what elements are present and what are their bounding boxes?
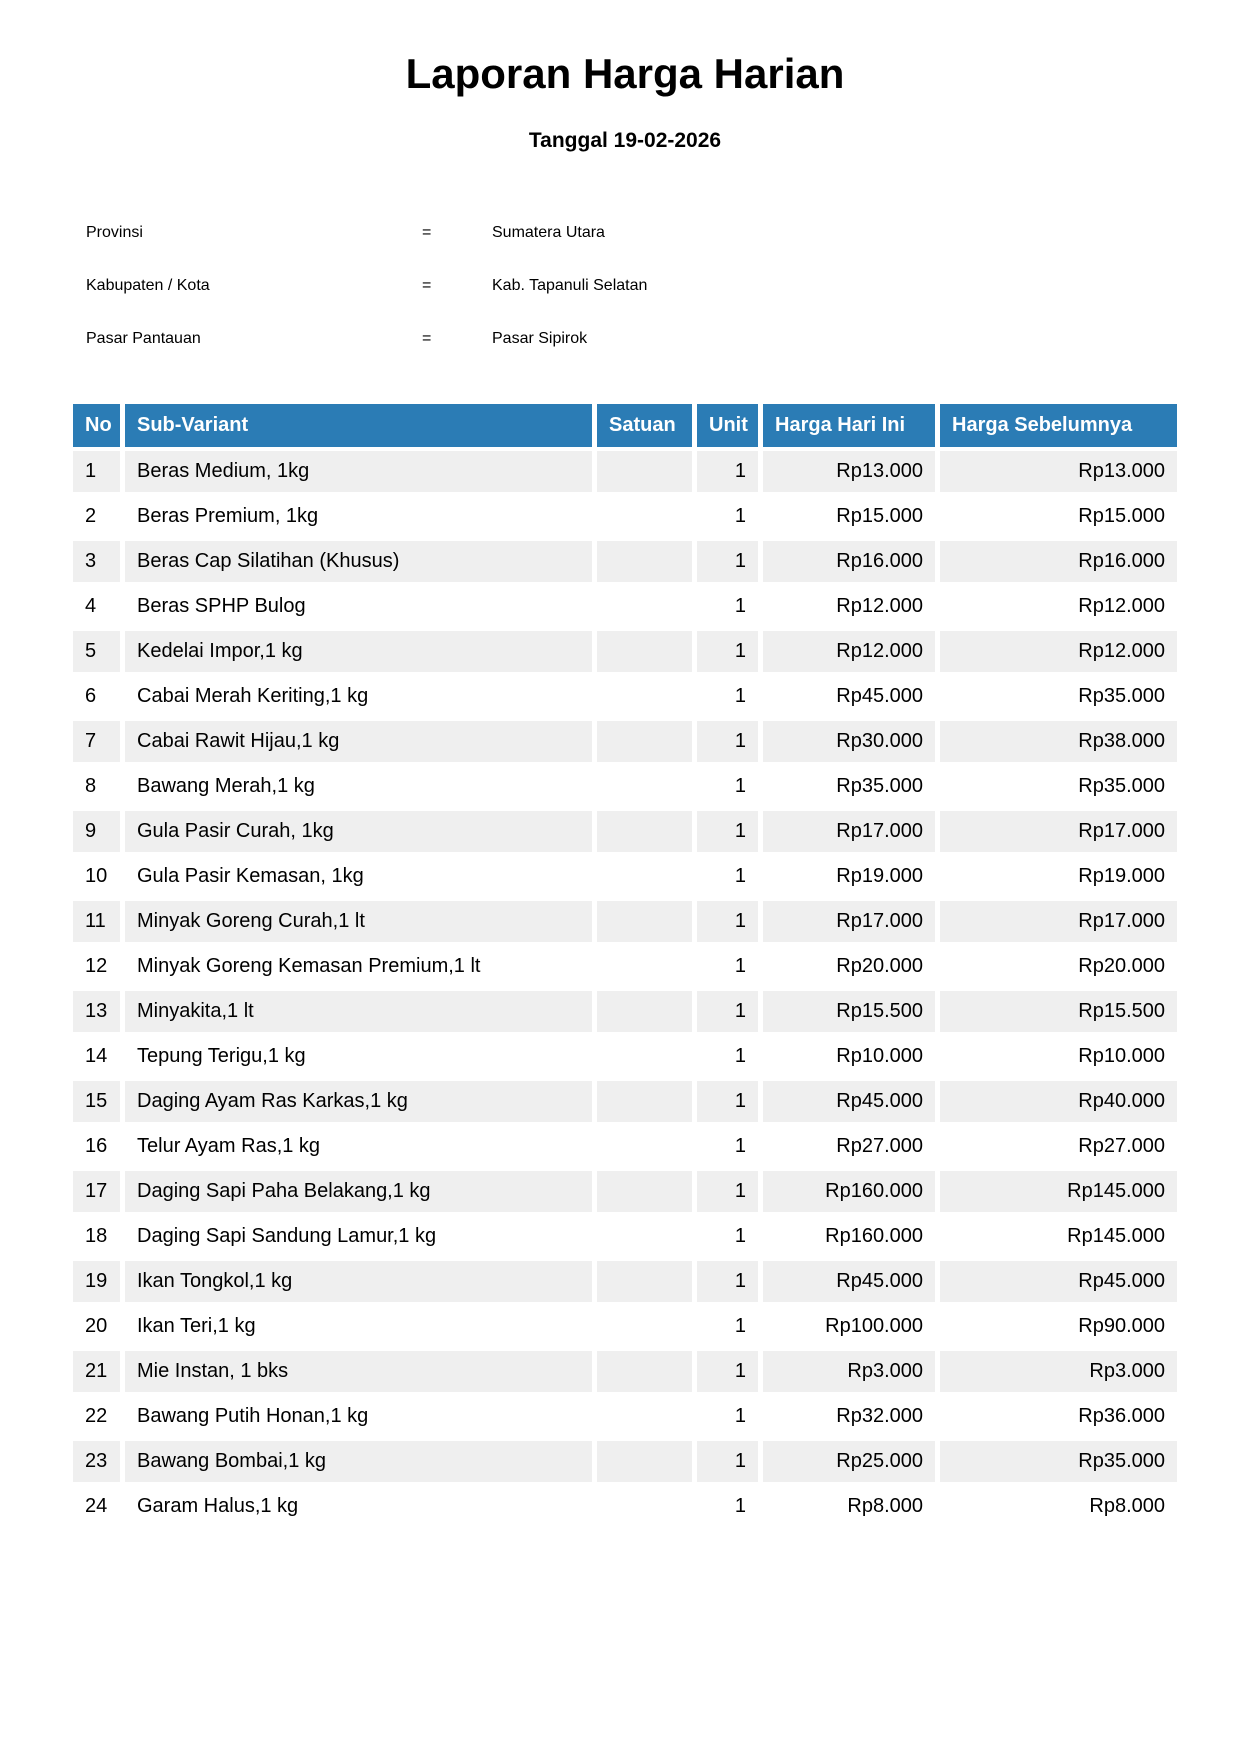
harga-hari-ini-cell: Rp20.000 (763, 946, 940, 991)
unit-cell: 1 (697, 496, 763, 541)
row-number-cell: 17 (73, 1171, 125, 1216)
harga-hari-ini-cell: Rp25.000 (763, 1441, 940, 1486)
table-row (73, 1441, 1177, 1486)
satuan-cell (597, 766, 697, 811)
harga-sebelumnya-cell: Rp17.000 (940, 811, 1177, 856)
harga-hari-ini-cell: Rp30.000 (763, 721, 940, 766)
row-number-cell: 21 (73, 1351, 125, 1396)
satuan-cell (597, 631, 697, 676)
row-number-cell: 10 (73, 856, 125, 901)
table-row (73, 1081, 1177, 1126)
satuan-cell (597, 451, 697, 496)
column-header: Satuan (597, 404, 697, 451)
satuan-cell (597, 1126, 697, 1171)
table-row (73, 586, 1177, 631)
unit-cell: 1 (697, 676, 763, 721)
unit-cell: 1 (697, 1216, 763, 1261)
info-equals-sign: = (422, 277, 432, 295)
row-number-cell: 12 (73, 946, 125, 991)
row-number-cell: 1 (73, 451, 125, 496)
harga-sebelumnya-cell: Rp16.000 (940, 541, 1177, 586)
satuan-cell (597, 496, 697, 541)
satuan-cell (597, 1396, 697, 1441)
harga-sebelumnya-cell: Rp35.000 (940, 1441, 1177, 1486)
satuan-cell (597, 901, 697, 946)
unit-cell: 1 (697, 1486, 763, 1531)
sub-variant-cell: Minyakita,1 lt (125, 991, 597, 1036)
sub-variant-cell: Daging Sapi Paha Belakang,1 kg (125, 1171, 597, 1216)
harga-hari-ini-cell: Rp17.000 (763, 901, 940, 946)
table-row (73, 991, 1177, 1036)
unit-cell: 1 (697, 1261, 763, 1306)
harga-sebelumnya-cell: Rp145.000 (940, 1171, 1177, 1216)
sub-variant-cell: Garam Halus,1 kg (125, 1486, 597, 1531)
harga-hari-ini-cell: Rp45.000 (763, 1261, 940, 1306)
unit-cell: 1 (697, 631, 763, 676)
harga-hari-ini-cell: Rp100.000 (763, 1306, 940, 1351)
harga-sebelumnya-cell: Rp17.000 (940, 901, 1177, 946)
unit-cell: 1 (697, 856, 763, 901)
unit-cell: 1 (697, 1396, 763, 1441)
sub-variant-cell: Ikan Tongkol,1 kg (125, 1261, 597, 1306)
sub-variant-cell: Cabai Merah Keriting,1 kg (125, 676, 597, 721)
row-number-cell: 23 (73, 1441, 125, 1486)
sub-variant-cell: Tepung Terigu,1 kg (125, 1036, 597, 1081)
table-row (73, 901, 1177, 946)
column-header: No (73, 404, 125, 451)
row-number-cell: 15 (73, 1081, 125, 1126)
table-row (73, 1036, 1177, 1081)
satuan-cell (597, 1351, 697, 1396)
harga-hari-ini-cell: Rp35.000 (763, 766, 940, 811)
harga-sebelumnya-cell: Rp10.000 (940, 1036, 1177, 1081)
harga-hari-ini-cell: Rp12.000 (763, 631, 940, 676)
harga-hari-ini-cell: Rp17.000 (763, 811, 940, 856)
sub-variant-cell: Cabai Rawit Hijau,1 kg (125, 721, 597, 766)
sub-variant-cell: Bawang Bombai,1 kg (125, 1441, 597, 1486)
table-header-row (73, 404, 1177, 451)
unit-cell: 1 (697, 1351, 763, 1396)
harga-hari-ini-cell: Rp45.000 (763, 676, 940, 721)
sub-variant-cell: Ikan Teri,1 kg (125, 1306, 597, 1351)
harga-sebelumnya-cell: Rp90.000 (940, 1306, 1177, 1351)
harga-hari-ini-cell: Rp15.000 (763, 496, 940, 541)
unit-cell: 1 (697, 721, 763, 766)
satuan-cell (597, 1036, 697, 1081)
table-row (73, 1171, 1177, 1216)
harga-hari-ini-cell: Rp27.000 (763, 1126, 940, 1171)
row-number-cell: 24 (73, 1486, 125, 1531)
sub-variant-cell: Daging Ayam Ras Karkas,1 kg (125, 1081, 597, 1126)
row-number-cell: 2 (73, 496, 125, 541)
sub-variant-cell: Daging Sapi Sandung Lamur,1 kg (125, 1216, 597, 1261)
info-value: Sumatera Utara (492, 224, 605, 242)
sub-variant-cell: Telur Ayam Ras,1 kg (125, 1126, 597, 1171)
harga-hari-ini-cell: Rp8.000 (763, 1486, 940, 1531)
harga-sebelumnya-cell: Rp15.500 (940, 991, 1177, 1036)
column-header: Sub-Variant (125, 404, 597, 451)
harga-hari-ini-cell: Rp160.000 (763, 1171, 940, 1216)
info-row (86, 276, 1177, 295)
satuan-cell (597, 811, 697, 856)
harga-sebelumnya-cell: Rp35.000 (940, 766, 1177, 811)
table-row (73, 766, 1177, 811)
column-header: Harga Hari Ini (763, 404, 940, 451)
table-row (73, 946, 1177, 991)
satuan-cell (597, 541, 697, 586)
column-header: Unit (697, 404, 763, 451)
harga-hari-ini-cell: Rp32.000 (763, 1396, 940, 1441)
table-row (73, 856, 1177, 901)
satuan-cell (597, 676, 697, 721)
satuan-cell (597, 1441, 697, 1486)
harga-sebelumnya-cell: Rp27.000 (940, 1126, 1177, 1171)
harga-sebelumnya-cell: Rp12.000 (940, 586, 1177, 631)
row-number-cell: 18 (73, 1216, 125, 1261)
harga-sebelumnya-cell: Rp19.000 (940, 856, 1177, 901)
table-row (73, 1396, 1177, 1441)
table-row (73, 676, 1177, 721)
unit-cell: 1 (697, 1126, 763, 1171)
info-row (86, 223, 1177, 242)
info-equals-sign: = (422, 330, 432, 348)
satuan-cell (597, 991, 697, 1036)
sub-variant-cell: Beras Medium, 1kg (125, 451, 597, 496)
info-value: Kab. Tapanuli Selatan (492, 277, 648, 295)
harga-sebelumnya-cell: Rp35.000 (940, 676, 1177, 721)
row-number-cell: 9 (73, 811, 125, 856)
row-number-cell: 20 (73, 1306, 125, 1351)
row-number-cell: 11 (73, 901, 125, 946)
harga-hari-ini-cell: Rp15.500 (763, 991, 940, 1036)
row-number-cell: 7 (73, 721, 125, 766)
column-header: Harga Sebelumnya (940, 404, 1177, 451)
satuan-cell (597, 1216, 697, 1261)
row-number-cell: 4 (73, 586, 125, 631)
info-value: Pasar Sipirok (492, 330, 588, 348)
harga-sebelumnya-cell: Rp38.000 (940, 721, 1177, 766)
harga-hari-ini-cell: Rp45.000 (763, 1081, 940, 1126)
row-number-cell: 19 (73, 1261, 125, 1306)
row-number-cell: 5 (73, 631, 125, 676)
unit-cell: 1 (697, 1081, 763, 1126)
satuan-cell (597, 721, 697, 766)
harga-hari-ini-cell: Rp3.000 (763, 1351, 940, 1396)
table-row (73, 1126, 1177, 1171)
sub-variant-cell: Beras Premium, 1kg (125, 496, 597, 541)
row-number-cell: 14 (73, 1036, 125, 1081)
table-row (73, 1261, 1177, 1306)
unit-cell: 1 (697, 586, 763, 631)
unit-cell: 1 (697, 811, 763, 856)
table-row (73, 631, 1177, 676)
price-table-body (73, 451, 1177, 1531)
harga-hari-ini-cell: Rp12.000 (763, 586, 940, 631)
row-number-cell: 3 (73, 541, 125, 586)
unit-cell: 1 (697, 766, 763, 811)
harga-sebelumnya-cell: Rp40.000 (940, 1081, 1177, 1126)
satuan-cell (597, 946, 697, 991)
info-block (73, 223, 1177, 348)
sub-variant-cell: Bawang Putih Honan,1 kg (125, 1396, 597, 1441)
harga-hari-ini-cell: Rp19.000 (763, 856, 940, 901)
unit-cell: 1 (697, 946, 763, 991)
satuan-cell (597, 1486, 697, 1531)
info-label: Kabupaten / Kota (86, 277, 210, 295)
harga-sebelumnya-cell: Rp13.000 (940, 451, 1177, 496)
table-row (73, 1216, 1177, 1261)
harga-sebelumnya-cell: Rp45.000 (940, 1261, 1177, 1306)
unit-cell: 1 (697, 451, 763, 496)
sub-variant-cell: Beras Cap Silatihan (Khusus) (125, 541, 597, 586)
harga-hari-ini-cell: Rp13.000 (763, 451, 940, 496)
sub-variant-cell: Gula Pasir Curah, 1kg (125, 811, 597, 856)
row-number-cell: 22 (73, 1396, 125, 1441)
row-number-cell: 16 (73, 1126, 125, 1171)
sub-variant-cell: Beras SPHP Bulog (125, 586, 597, 631)
satuan-cell (597, 856, 697, 901)
harga-sebelumnya-cell: Rp145.000 (940, 1216, 1177, 1261)
harga-sebelumnya-cell: Rp3.000 (940, 1351, 1177, 1396)
satuan-cell (597, 1171, 697, 1216)
sub-variant-cell: Minyak Goreng Curah,1 lt (125, 901, 597, 946)
table-row (73, 1306, 1177, 1351)
unit-cell: 1 (697, 541, 763, 586)
unit-cell: 1 (697, 991, 763, 1036)
unit-cell: 1 (697, 1306, 763, 1351)
sub-variant-cell: Bawang Merah,1 kg (125, 766, 597, 811)
table-row (73, 1486, 1177, 1531)
info-row (86, 329, 1177, 348)
harga-hari-ini-cell: Rp16.000 (763, 541, 940, 586)
row-number-cell: 6 (73, 676, 125, 721)
sub-variant-cell: Mie Instan, 1 bks (125, 1351, 597, 1396)
unit-cell: 1 (697, 1171, 763, 1216)
table-row (73, 496, 1177, 541)
info-label: Pasar Pantauan (86, 330, 201, 348)
harga-sebelumnya-cell: Rp12.000 (940, 631, 1177, 676)
harga-hari-ini-cell: Rp10.000 (763, 1036, 940, 1081)
harga-sebelumnya-cell: Rp15.000 (940, 496, 1177, 541)
page-subtitle: Tanggal 19-02-2026 (528, 129, 722, 153)
page-title: Laporan Harga Harian (405, 50, 845, 97)
satuan-cell (597, 1306, 697, 1351)
harga-sebelumnya-cell: Rp36.000 (940, 1396, 1177, 1441)
unit-cell: 1 (697, 901, 763, 946)
table-row (73, 1351, 1177, 1396)
info-equals-sign: = (422, 224, 432, 242)
satuan-cell (597, 1261, 697, 1306)
sub-variant-cell: Kedelai Impor,1 kg (125, 631, 597, 676)
price-table (73, 404, 1177, 1531)
unit-cell: 1 (697, 1441, 763, 1486)
table-row (73, 811, 1177, 856)
sub-variant-cell: Minyak Goreng Kemasan Premium,1 lt (125, 946, 597, 991)
table-row (73, 451, 1177, 496)
harga-hari-ini-cell: Rp160.000 (763, 1216, 940, 1261)
info-label: Provinsi (86, 224, 143, 242)
table-row (73, 541, 1177, 586)
row-number-cell: 8 (73, 766, 125, 811)
harga-sebelumnya-cell: Rp20.000 (940, 946, 1177, 991)
sub-variant-cell: Gula Pasir Kemasan, 1kg (125, 856, 597, 901)
satuan-cell (597, 1081, 697, 1126)
satuan-cell (597, 586, 697, 631)
row-number-cell: 13 (73, 991, 125, 1036)
unit-cell: 1 (697, 1036, 763, 1081)
harga-sebelumnya-cell: Rp8.000 (940, 1486, 1177, 1531)
table-row (73, 721, 1177, 766)
